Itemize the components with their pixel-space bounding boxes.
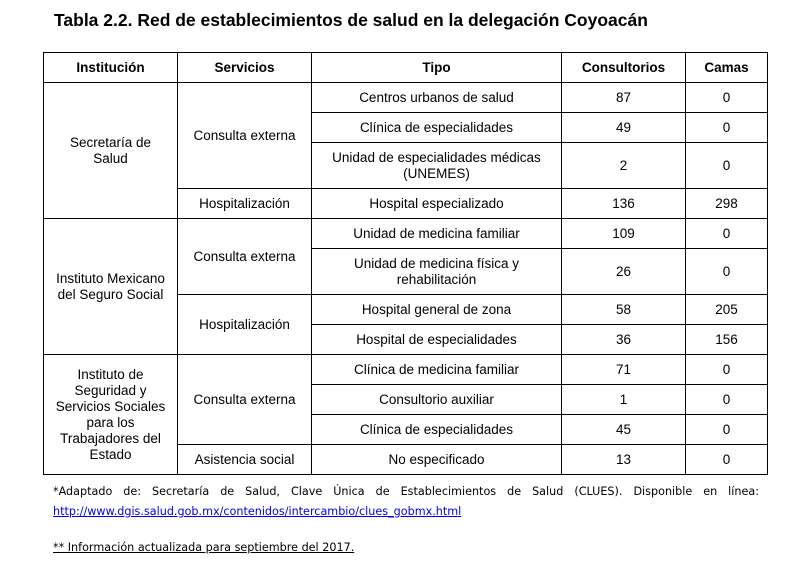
camas-cell: 0	[686, 219, 768, 249]
camas-cell: 156	[686, 325, 768, 355]
consultorios-cell: 87	[562, 83, 686, 113]
service-cell: Asistencia social	[178, 445, 312, 475]
table-row	[44, 83, 768, 113]
camas-cell: 0	[686, 83, 768, 113]
service-cell: Hospitalización	[178, 189, 312, 219]
health-establishments-table	[43, 52, 768, 475]
service-cell: Consulta externa	[178, 219, 312, 295]
tipo-cell: Unidad de medicina física y rehabilitación	[312, 249, 562, 295]
tipo-cell: Clínica de especialidades	[312, 113, 562, 143]
table-title: Tabla 2.2. Red de establecimientos de salud en la delegación Coyoacán	[54, 10, 648, 30]
camas-cell: 0	[686, 415, 768, 445]
consultorios-cell: 136	[562, 189, 686, 219]
consultorios-cell: 13	[562, 445, 686, 475]
header-row	[44, 53, 768, 83]
tipo-cell: Unidad de medicina familiar	[312, 219, 562, 249]
camas-cell: 298	[686, 189, 768, 219]
camas-cell: 205	[686, 295, 768, 325]
camas-cell: 0	[686, 113, 768, 143]
table-row	[44, 219, 768, 249]
table-row	[44, 355, 768, 385]
consultorios-cell: 109	[562, 219, 686, 249]
institution-cell: Instituto Mexicano del Seguro Social	[44, 219, 178, 355]
consultorios-cell: 2	[562, 143, 686, 189]
header-tipo: Tipo	[312, 53, 562, 83]
institution-cell: Instituto de Seguridad y Servicios Sociales para los Trabajadores del Estado	[44, 355, 178, 475]
service-cell: Hospitalización	[178, 295, 312, 355]
tipo-cell: No especificado	[312, 445, 562, 475]
header-servicios: Servicios	[178, 53, 312, 83]
camas-cell: 0	[686, 385, 768, 415]
consultorios-cell: 49	[562, 113, 686, 143]
consultorios-cell: 45	[562, 415, 686, 445]
consultorios-cell: 1	[562, 385, 686, 415]
update-footnote: ** Información actualizada para septiembre del 2017.	[53, 541, 355, 554]
institution-cell: Secretaría de Salud	[44, 83, 178, 219]
camas-cell: 0	[686, 355, 768, 385]
consultorios-cell: 71	[562, 355, 686, 385]
tipo-cell: Consultorio auxiliar	[312, 385, 562, 415]
consultorios-cell: 36	[562, 325, 686, 355]
tipo-cell: Hospital general de zona	[312, 295, 562, 325]
service-cell: Consulta externa	[178, 355, 312, 445]
camas-cell: 0	[686, 143, 768, 189]
source-footnote: *Adaptado de: Secretaría de Salud, Clave Única de Establecimientos de Salud (CLUES). Disponible en línea:	[53, 485, 759, 498]
tipo-cell: Hospital especializado	[312, 189, 562, 219]
header-consultorios: Consultorios	[562, 53, 686, 83]
header-camas: Camas	[686, 53, 768, 83]
service-cell: Consulta externa	[178, 83, 312, 189]
tipo-cell: Hospital de especialidades	[312, 325, 562, 355]
tipo-cell: Centros urbanos de salud	[312, 83, 562, 113]
consultorios-cell: 26	[562, 249, 686, 295]
tipo-cell: Clínica de especialidades	[312, 415, 562, 445]
camas-cell: 0	[686, 249, 768, 295]
header-institucion: Institución	[44, 53, 178, 83]
consultorios-cell: 58	[562, 295, 686, 325]
camas-cell: 0	[686, 445, 768, 475]
tipo-cell: Unidad de especialidades médicas (UNEMES)	[312, 143, 562, 189]
tipo-cell: Clínica de medicina familiar	[312, 355, 562, 385]
source-link[interactable]: http://www.dgis.salud.gob.mx/contenidos/intercambio/clues_gobmx.html	[53, 505, 462, 518]
